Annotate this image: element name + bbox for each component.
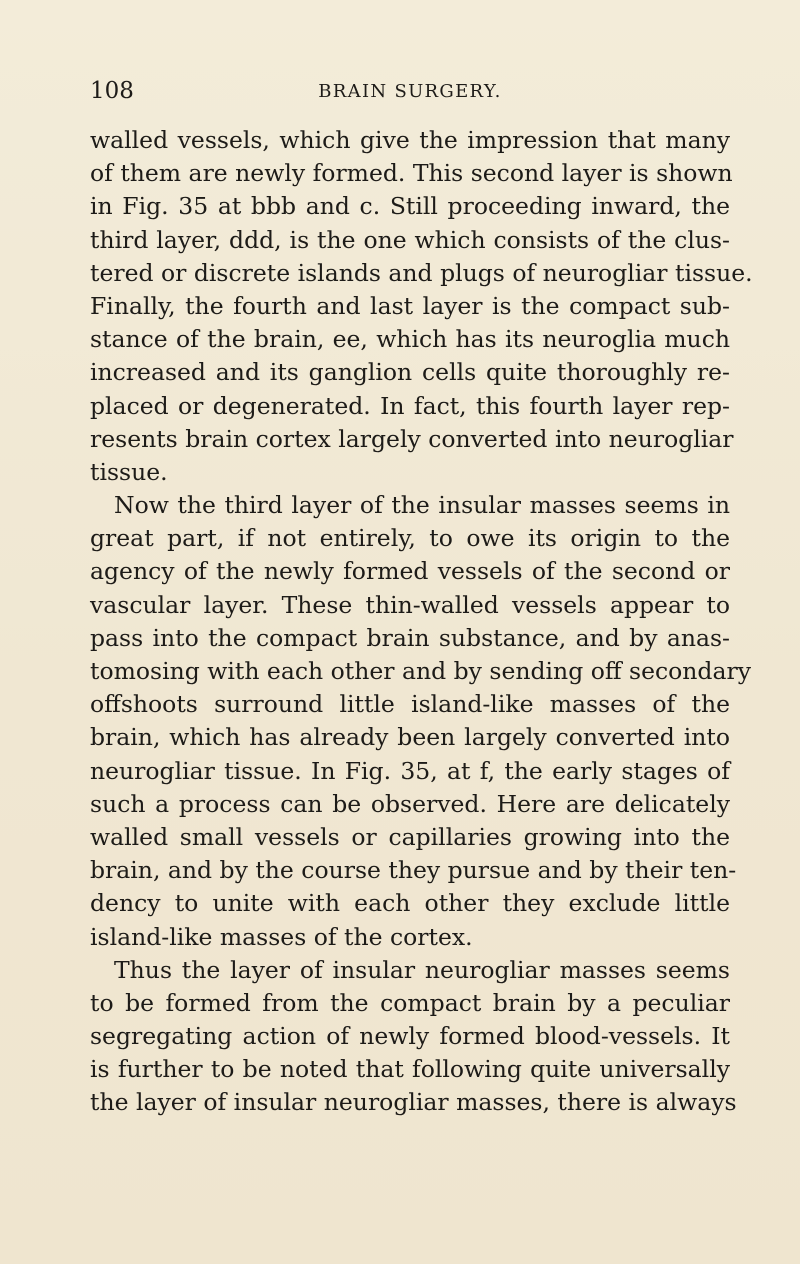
text-line: resents brain cortex largely converted into neurogliar (90, 424, 734, 453)
text-line: offshoots surround little island-like masses of the (90, 690, 730, 719)
text-line: dency to unite with each other they exclude little (90, 889, 730, 918)
text-line: Finally, the fourth and last layer is the compact sub- (90, 291, 730, 320)
text-line: island-like masses of the cortex. (90, 922, 473, 951)
text-line: great part, if not entirely, to owe its origin to the (90, 524, 730, 553)
body-text (90, 124, 753, 1120)
text-line: brain, which has already been largely converted into (90, 723, 730, 752)
text-line: in Fig. 35 at bbb and c. Still proceeding inward, the (90, 192, 730, 221)
text-line: Thus the layer of insular neurogliar masses seems (114, 955, 730, 984)
text-line: pass into the compact brain substance, and by anas- (90, 623, 730, 652)
text-line: walled vessels, which give the impression that many (90, 126, 730, 154)
text-line: vascular layer. These thin-walled vessels appear to (90, 590, 730, 619)
text-line: placed or degenerated. In fact, this fourth layer rep- (90, 391, 730, 420)
text-line: tissue. (90, 457, 168, 486)
text-line: Now the third layer of the insular masses seems in (114, 491, 730, 520)
text-line: such a process can be observed. Here are delicately (90, 789, 730, 818)
text-line: neurogliar tissue. In Fig. 35, at f, the early stages of (90, 756, 730, 785)
text-line: segregating action of newly formed blood-vessels. It (90, 1022, 730, 1051)
running-head: BRAIN SURGERY. (318, 81, 502, 102)
text-line: brain, and by the course they pursue and by their ten- (90, 856, 737, 885)
page-number: 108 (90, 78, 134, 104)
text-line: third layer, ddd, is the one which consists of the clus- (90, 225, 730, 254)
text-line: to be formed from the compact brain by a peculiar (90, 988, 730, 1017)
text-line: tomosing with each other and by sending off secondary (90, 657, 751, 685)
text-line: stance of the brain, ee, which has its neuroglia much (90, 325, 730, 354)
text-line: agency of the newly formed vessels of the second or (90, 557, 730, 586)
text-line: walled small vessels or capillaries growing into the (90, 822, 730, 851)
text-line: is further to be noted that following quite universally (90, 1055, 730, 1084)
text-line: increased and its ganglion cells quite thoroughly re- (90, 358, 730, 387)
text-line: tered or discrete islands and plugs of neurogliar tissue. (90, 258, 753, 287)
text-line: the layer of insular neurogliar masses, there is always (90, 1088, 737, 1117)
text-line: of them are newly formed. This second layer is shown (90, 159, 733, 188)
page-header (90, 76, 730, 106)
